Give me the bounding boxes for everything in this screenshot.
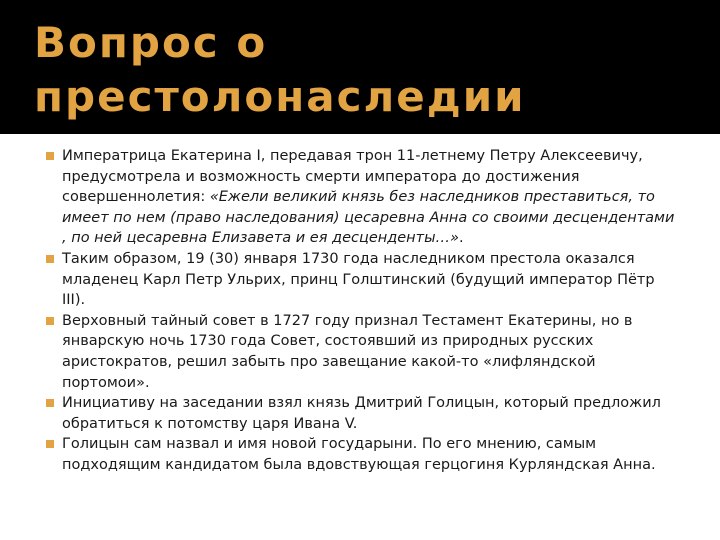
bullet-item xyxy=(46,434,682,475)
square-bullet-icon xyxy=(46,317,54,325)
title-banner xyxy=(0,0,720,134)
bullet-text: Таким образом, 19 (30) января 1730 года наследником престола оказался младенец Карл Петр Ульрих, принц Голштинский (будущий император Пётр III). xyxy=(62,250,655,309)
bullet-text: Инициативу на заседании взял князь Дмитрий Голицын, который предложил обратиться к потомству царя Ивана V. xyxy=(62,395,661,432)
bullet-text: Верховный тайный совет в 1727 году признал Тестамент Екатерины, но в январскую ночь 1730 года Совет, состоявший из природных русских аристократов, решил забыть про завещание какой-то «лифляндской портомои». xyxy=(62,312,633,391)
square-bullet-icon xyxy=(46,255,54,263)
bullet-item xyxy=(46,249,682,311)
bullet-item xyxy=(46,146,682,249)
square-bullet-icon xyxy=(46,152,54,160)
bullet-text: Голицын сам назвал и имя новой государыни. По его мнению, самым подходящим кандидатом была вдовствующая герцогиня Курляндская Анна. xyxy=(62,436,656,473)
square-bullet-icon xyxy=(46,440,54,448)
slide-title: Вопрос о престолонаследии xyxy=(34,18,526,121)
bullet-text: Императрица Екатерина I, передавая трон 11-летнему Петру Алексеевичу, предусмотрела и возможность смерти императора до достижения совершеннолетия: xyxy=(62,148,643,206)
bullet-quote: «Ежели великий князь без наследников преставиться, то имеет по нем (право наследования) цесаревна Анна со своими десцендентами , по ней цесаревна Елизавета и ея десценденты…» xyxy=(62,189,675,247)
bullet-item xyxy=(46,393,682,434)
bullet-tail: . xyxy=(459,230,464,247)
square-bullet-icon xyxy=(46,399,54,407)
slide-body xyxy=(46,146,682,476)
bullet-item xyxy=(46,311,682,393)
